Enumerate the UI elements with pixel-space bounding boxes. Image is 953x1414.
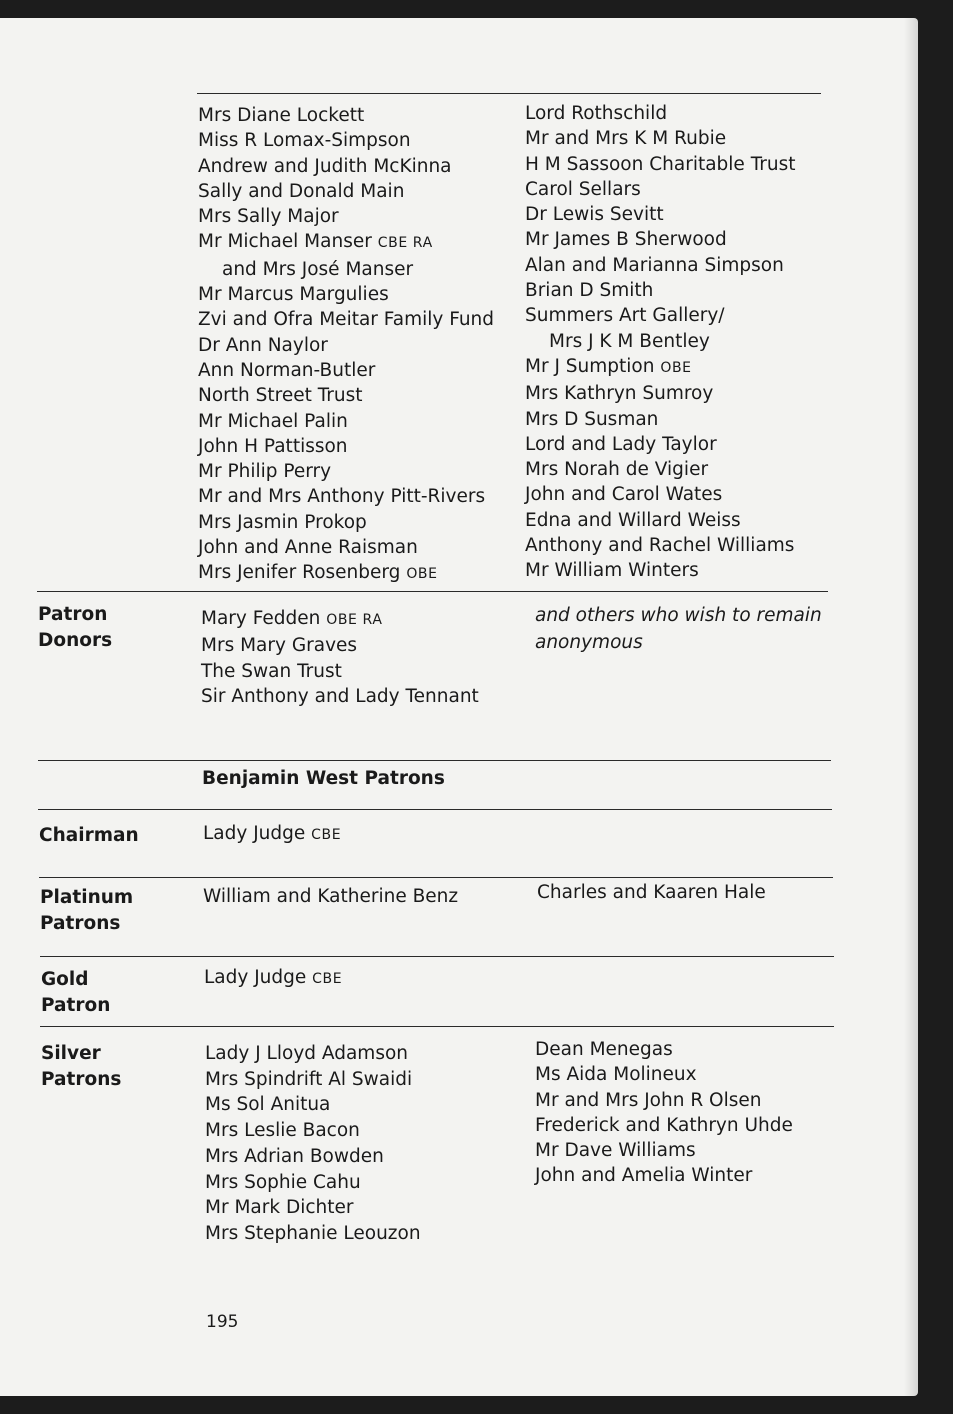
silver-entry: Mrs Sophie Cahu xyxy=(205,1171,361,1193)
honours: OBE xyxy=(406,566,438,583)
patron-entry: John H Pattisson xyxy=(198,435,348,457)
section-rule xyxy=(40,956,834,957)
platinum-patrons-label: Platinum Patrons xyxy=(40,887,134,934)
patron-entry: Carol Sellars xyxy=(525,178,641,200)
patron-entry: Dr Ann Naylor xyxy=(198,334,328,356)
book-page xyxy=(0,18,918,1396)
gold-entry: Lady Judge CBE xyxy=(204,967,343,988)
page-number: 195 xyxy=(206,1312,239,1332)
patron-entry: Mrs D Susman xyxy=(525,408,659,430)
patron-entry: Mrs Jenifer Rosenberg OBE xyxy=(198,562,438,584)
section-rule xyxy=(39,877,833,878)
section-rule xyxy=(38,809,832,810)
silver-entry: John and Amelia Winter xyxy=(535,1165,753,1187)
section-rule xyxy=(38,760,831,761)
patron-entry: John and Carol Wates xyxy=(525,484,723,506)
chairman-entry: Lady Judge CBE xyxy=(203,823,342,844)
silver-entry: Dean Menegas xyxy=(535,1039,673,1060)
silver-entry: Mrs Stephanie Leouzon xyxy=(205,1222,421,1244)
patron-entry: Dr Lewis Sevitt xyxy=(525,204,664,226)
chairman-label: Chairman xyxy=(39,825,139,846)
patron-entry: Brian D Smith xyxy=(525,280,654,302)
donor-entry: The Swan Trust xyxy=(201,660,342,682)
patron-entry: Sally and Donald Main xyxy=(198,180,405,202)
patron-entry: Anthony and Rachel Williams xyxy=(525,535,795,557)
patron-entry: Mrs Norah de Vigier xyxy=(525,459,709,481)
patron-entry: Summers Art Gallery/ xyxy=(525,305,725,327)
honours: OBE RA xyxy=(326,612,383,628)
donor-entry: Sir Anthony and Lady Tennant xyxy=(201,685,479,707)
platinum-left-entry: William and Katherine Benz xyxy=(203,886,459,907)
silver-entry: Mrs Leslie Bacon xyxy=(205,1120,360,1142)
patron-entry: Mr Marcus Margulies xyxy=(198,284,389,306)
patron-entry: Andrew and Judith McKinna xyxy=(198,155,452,177)
patron-entry: Mr J Sumption OBE xyxy=(525,355,692,377)
patron-entry: Mrs Sally Major xyxy=(198,206,339,228)
patron-entry: Lord and Lady Taylor xyxy=(525,433,717,455)
patron-entry-continued: Mrs J K M Bentley xyxy=(549,330,710,352)
benjamin-west-heading: Benjamin West Patrons xyxy=(202,768,445,789)
silver-entry: Lady J Lloyd Adamson xyxy=(205,1043,409,1064)
silver-entry: Mr and Mrs John R Olsen xyxy=(535,1089,762,1111)
patron-entry: Edna and Willard Weiss xyxy=(525,509,741,531)
silver-entry: Mrs Spindrift Al Swaidi xyxy=(205,1068,413,1090)
silver-entry: Frederick and Kathryn Uhde xyxy=(535,1114,793,1136)
silver-patrons-label: Silver Patrons xyxy=(41,1043,122,1090)
patron-entry: Mr and Mrs Anthony Pitt-Rivers xyxy=(198,486,486,508)
patron-entry: Miss R Lomax-Simpson xyxy=(198,130,411,152)
section-rule xyxy=(40,1026,834,1027)
patron-entry: Alan and Marianna Simpson xyxy=(525,254,784,276)
patrons-right-column xyxy=(525,101,796,584)
gold-patron-label: Gold Patron xyxy=(41,969,111,1016)
top-rule xyxy=(197,93,821,94)
honours: CBE xyxy=(311,827,342,843)
patron-entry: Mr Michael Palin xyxy=(198,410,348,432)
patron-entry: H M Sassoon Charitable Trust xyxy=(525,153,796,175)
donor-entry: Mrs Mary Graves xyxy=(201,635,358,657)
section-rule xyxy=(37,591,828,592)
patron-entry: Mr James B Sherwood xyxy=(525,229,727,251)
silver-right-column xyxy=(535,1037,793,1189)
silver-entry: Ms Aida Molineux xyxy=(535,1064,697,1086)
silver-entry: Mrs Adrian Bowden xyxy=(205,1145,384,1167)
platinum-right-entry: Charles and Kaaren Hale xyxy=(537,882,766,903)
patron-entry: Mr Philip Perry xyxy=(198,461,332,483)
patron-entry: North Street Trust xyxy=(198,385,363,407)
patron-entry: Zvi and Ofra Meitar Family Fund xyxy=(198,309,495,331)
patron-entry: Ann Norman-Butler xyxy=(198,359,376,381)
patron-entry: Mr William Winters xyxy=(525,560,699,582)
donor-entry: Mary Fedden OBE RA xyxy=(201,608,383,629)
patrons-left-column xyxy=(198,103,494,588)
patron-entry: Mrs Kathryn Sumroy xyxy=(525,383,714,405)
silver-entry: Mr Dave Williams xyxy=(535,1140,696,1162)
patron-entry: Mrs Jasmin Prokop xyxy=(198,511,367,533)
patron-donors-left-column xyxy=(201,606,479,709)
honours: CBE RA xyxy=(377,235,433,252)
patron-entry: Mr and Mrs K M Rubie xyxy=(525,128,727,150)
patron-entry: Lord Rothschild xyxy=(525,103,668,124)
honours: CBE xyxy=(312,971,343,987)
patron-entry-continued: and Mrs José Manser xyxy=(222,258,414,280)
honours: OBE xyxy=(660,359,692,376)
silver-entry: Ms Sol Anitua xyxy=(205,1094,331,1116)
silver-entry: Mr Mark Dichter xyxy=(205,1197,354,1219)
patron-donors-label: Patron Donors xyxy=(38,604,113,651)
patron-entry: Mrs Diane Lockett xyxy=(198,105,365,126)
patron-entry: Mr Michael Manser CBE RA xyxy=(198,231,433,253)
anonymous-donors-note: and others who wish to remain anonymous xyxy=(535,605,822,653)
silver-left-column xyxy=(205,1041,421,1247)
patron-entry: John and Anne Raisman xyxy=(198,537,418,559)
